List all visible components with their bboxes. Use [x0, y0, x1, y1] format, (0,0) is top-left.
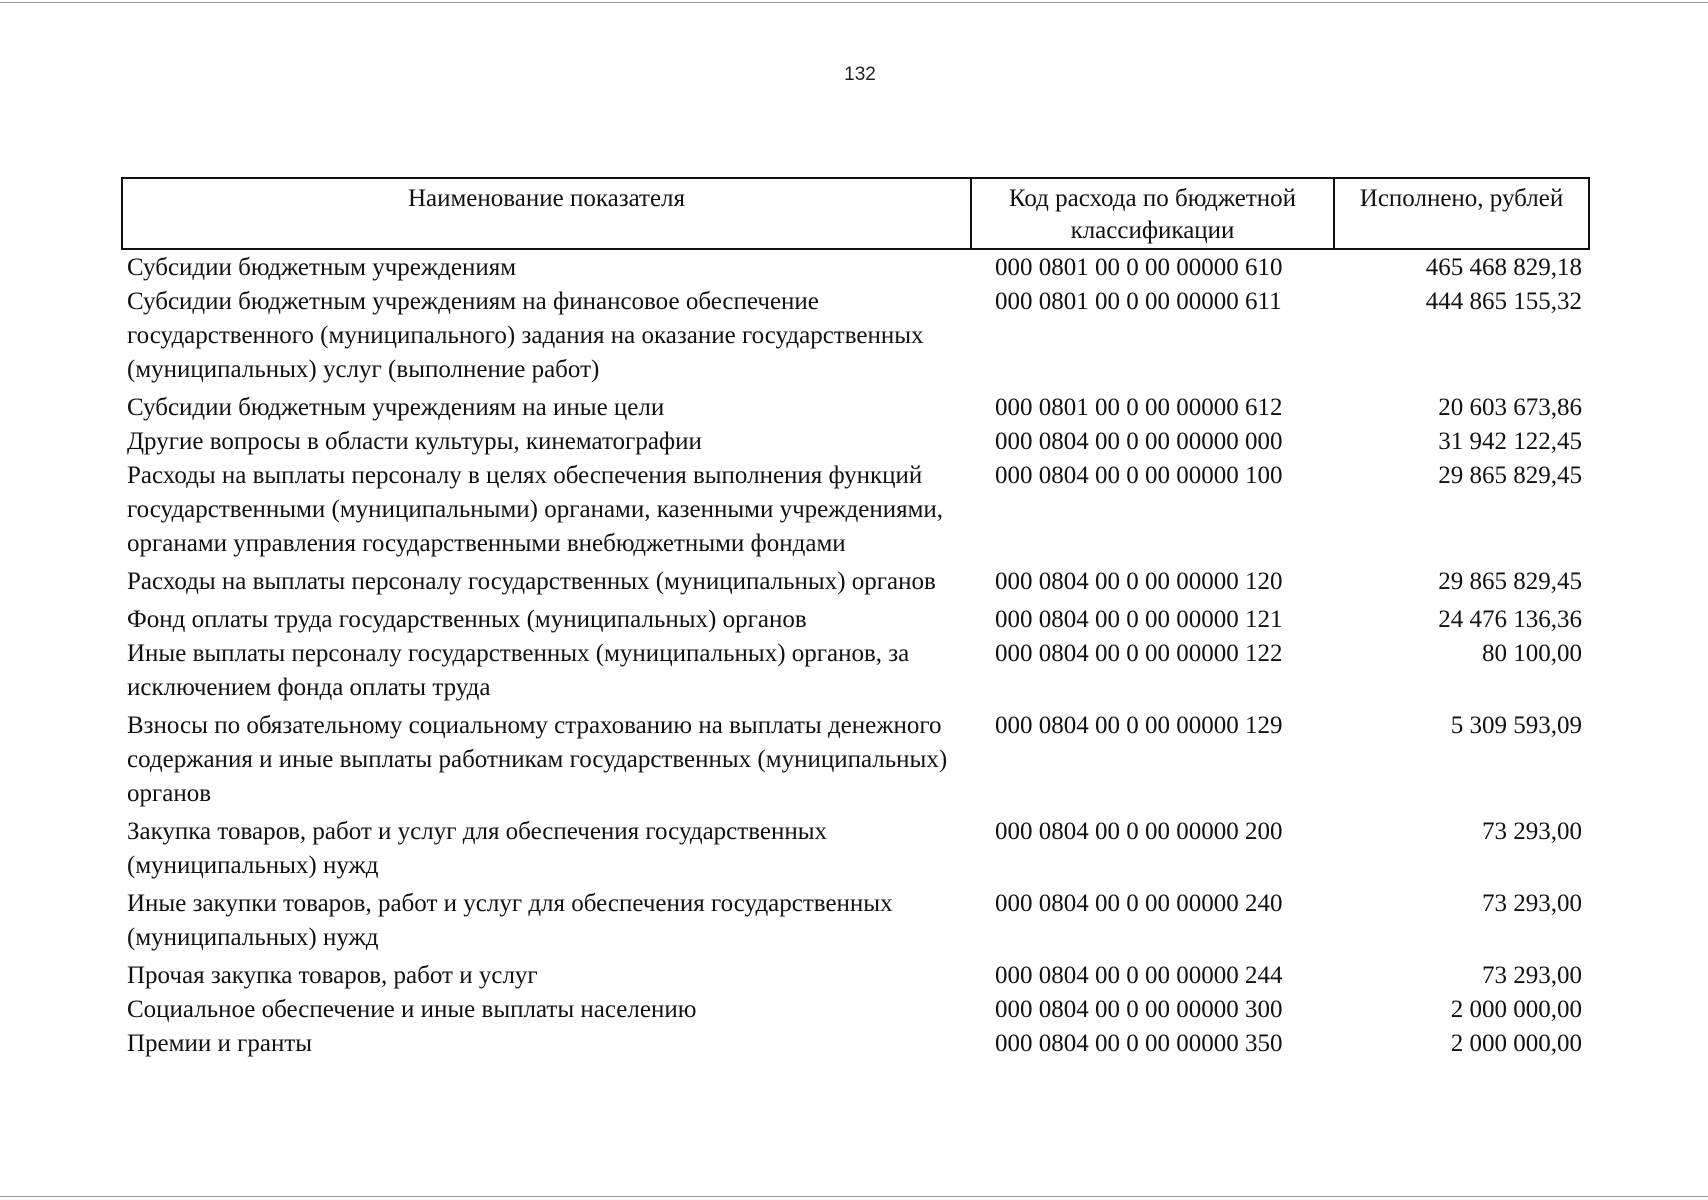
row-amount: 73 293,00: [1482, 962, 1582, 989]
row-code: 000 0804 00 0 00 00000 129: [995, 712, 1283, 739]
row-name: Субсидии бюджетным учреждениям на финансовое обеспечение государственного (муниципального) задания на оказание государственных (муниципальных) услуг (выполнение работ): [127, 288, 924, 383]
table-row: [121, 565, 1590, 599]
scan-border-top: [0, 2, 1708, 3]
row-amount: 73 293,00: [1482, 890, 1582, 917]
row-name: Расходы на выплаты персоналу государственных (муниципальных) органов: [127, 568, 936, 595]
table-row: [121, 959, 1590, 993]
scan-border-bottom: [0, 1196, 1708, 1197]
table-body: [121, 251, 1590, 1061]
row-amount: 444 865 155,32: [1425, 288, 1582, 315]
row-amount: 73 293,00: [1482, 818, 1582, 845]
row-code: 000 0804 00 0 00 00000 300: [995, 996, 1283, 1023]
table-row: [121, 459, 1590, 561]
row-name: Прочая закупка товаров, работ и услуг: [127, 962, 538, 989]
row-code: 000 0804 00 0 00 00000 350: [995, 1030, 1283, 1057]
row-code: 000 0804 00 0 00 00000 200: [995, 818, 1283, 845]
row-name: Фонд оплаты труда государственных (муниципальных) органов: [127, 606, 807, 633]
row-amount: 80 100,00: [1482, 640, 1582, 667]
row-name: Взносы по обязательному социальному страхованию на выплаты денежного содержания и иные выплаты работникам государственных (муниципальных) органов: [127, 712, 948, 807]
row-code: 000 0804 00 0 00 00000 240: [995, 890, 1283, 917]
row-amount: 20 603 673,86: [1438, 394, 1582, 421]
row-amount: 465 468 829,18: [1425, 254, 1582, 281]
row-name: Субсидии бюджетным учреждениям: [127, 254, 517, 281]
table-row: [121, 603, 1590, 637]
row-name: Премии и гранты: [127, 1030, 313, 1057]
row-amount: 2 000 000,00: [1450, 1030, 1582, 1057]
table-row: [121, 815, 1590, 883]
table-row: [121, 425, 1590, 459]
table-row: [121, 637, 1590, 705]
row-name: Иные выплаты персоналу государственных (муниципальных) органов, за исключением фонда оплаты труда: [127, 640, 910, 701]
header-amount: Исполнено, рублей: [1359, 185, 1564, 212]
row-code: 000 0804 00 0 00 00000 121: [995, 606, 1283, 633]
row-code: 000 0804 00 0 00 00000 120: [995, 568, 1283, 595]
row-amount: 5 309 593,09: [1450, 712, 1582, 739]
table-row: [121, 251, 1590, 285]
row-amount: 2 000 000,00: [1450, 996, 1582, 1023]
page-number: 132: [844, 64, 876, 85]
row-name: Иные закупки товаров, работ и услуг для обеспечения государственных (муниципальных) нужд: [127, 890, 893, 951]
header-code: Код расхода по бюджетной классификации: [972, 179, 1335, 248]
row-name: Другие вопросы в области культуры, кинематографии: [127, 428, 702, 455]
row-code: 000 0804 00 0 00 00000 244: [995, 962, 1283, 989]
row-amount: 29 865 829,45: [1438, 462, 1582, 489]
row-name: Субсидии бюджетным учреждениям на иные цели: [127, 394, 665, 421]
row-amount: 29 865 829,45: [1438, 568, 1582, 595]
table-row: [121, 1027, 1590, 1061]
row-code: 000 0801 00 0 00 00000 612: [995, 394, 1283, 421]
table-row: [121, 887, 1590, 955]
row-name: Социальное обеспечение и иные выплаты населению: [127, 996, 697, 1023]
row-amount: 31 942 122,45: [1438, 428, 1582, 455]
row-code: 000 0804 00 0 00 00000 000: [995, 428, 1283, 455]
row-code: 000 0801 00 0 00 00000 610: [995, 254, 1283, 281]
row-code: 000 0801 00 0 00 00000 611: [995, 288, 1282, 315]
row-name: Закупка товаров, работ и услуг для обеспечения государственных (муниципальных) нужд: [127, 818, 828, 879]
header-name: Наименование показателя: [123, 179, 972, 248]
table-row: [121, 993, 1590, 1027]
row-code: 000 0804 00 0 00 00000 100: [995, 462, 1283, 489]
table-row: [121, 285, 1590, 387]
table-row: [121, 709, 1590, 811]
table-header: [121, 177, 1590, 250]
row-amount: 24 476 136,36: [1438, 606, 1582, 633]
row-code: 000 0804 00 0 00 00000 122: [995, 640, 1283, 667]
row-name: Расходы на выплаты персоналу в целях обеспечения выполнения функций государственными (муниципальными) органами, казенными учреждениями, органами управления государственными внебюджетными фондами: [127, 462, 944, 557]
table-row: [121, 391, 1590, 425]
